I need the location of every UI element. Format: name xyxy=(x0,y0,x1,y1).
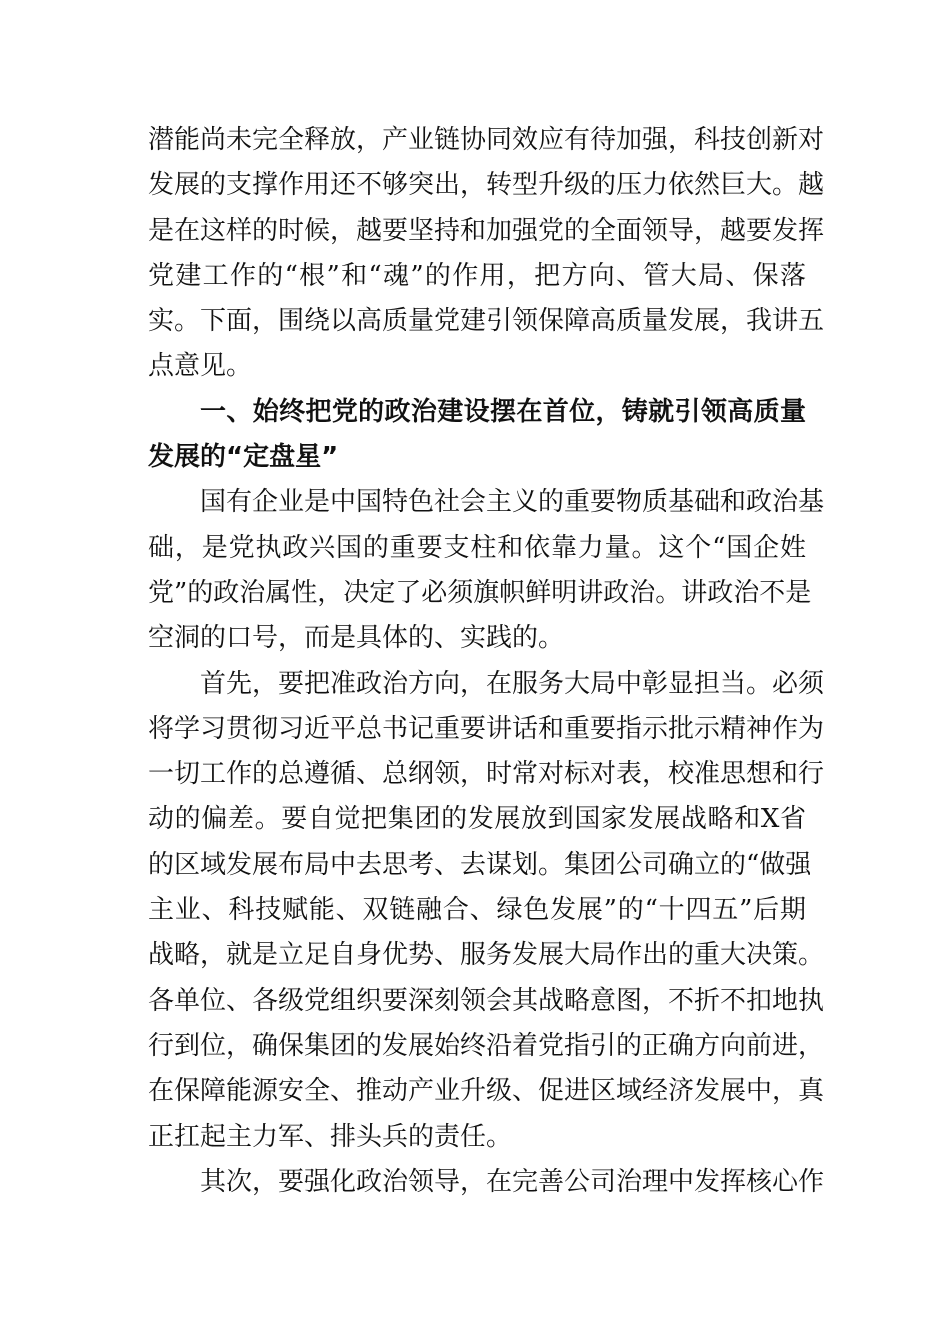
text-line: 其次，要强化政治领导，在完善公司治理中发挥核心作 xyxy=(200,1166,825,1197)
text-line: 主业、科技赋能、双链融合、绿色发展”的“十四五”后期 xyxy=(148,895,806,926)
text-line: 正扛起主力军、排头兵的责任。 xyxy=(148,1121,513,1152)
text-line: 点意见。 xyxy=(148,351,253,382)
text-line: 行到位，确保集团的发展始终沿着党指引的正确方向前进， xyxy=(148,1030,825,1061)
text-line: 的区域发展布局中去思考、去谋划。集团公司确立的“做强 xyxy=(148,849,812,880)
paragraph xyxy=(148,662,825,1160)
text-line: 一、始终把党的政治建设摆在首位，铸就引领高质量 xyxy=(200,396,806,427)
text-line: 党建工作的“根”和“魂”的作用，把方向、管大局、保落 xyxy=(148,260,806,291)
text-line: 首先，要把准政治方向，在服务大局中彰显担当。必须 xyxy=(200,668,825,699)
text-line: 是在这样的时候，越要坚持和加强党的全面领导，越要发挥 xyxy=(148,215,825,246)
text-line: 实。下面，围绕以高质量党建引领保障高质量发展，我讲五 xyxy=(148,306,825,337)
paragraph xyxy=(148,1160,825,1205)
text-line: 将学习贯彻习近平总书记重要讲话和重要指示批示精神作为 xyxy=(148,713,825,744)
text-line: 空洞的口号，而是具体的、实践的。 xyxy=(148,623,565,654)
text-line: 动的偏差。要自觉把集团的发展放到国家发展战略和X省 xyxy=(148,804,806,835)
text-line: 发展的支撑作用还不够突出，转型升级的压力依然巨大。越 xyxy=(148,170,825,201)
text-line: 一切工作的总遵循、总纲领，时常对标对表，校准思想和行 xyxy=(148,759,825,790)
text-line: 发展的“定盘星” xyxy=(148,442,339,473)
document-body xyxy=(148,118,825,1205)
text-line: 国有企业是中国特色社会主义的重要物质基础和政治基 xyxy=(200,487,825,518)
text-line: 战略，就是立足自身优势、服务发展大局作出的重大决策。 xyxy=(148,940,825,971)
text-line: 础，是党执政兴国的重要支柱和依靠力量。这个“国企姓 xyxy=(148,532,806,563)
section-heading xyxy=(148,390,806,481)
text-line: 在保障能源安全、推动产业升级、促进区域经济发展中，真 xyxy=(148,1076,825,1107)
text-line: 潜能尚未完全释放，产业链协同效应有待加强，科技创新对 xyxy=(148,125,825,155)
paragraph xyxy=(148,480,825,661)
paragraph xyxy=(148,118,825,390)
text-line: 党”的政治属性，决定了必须旗帜鲜明讲政治。讲政治不是 xyxy=(148,577,812,608)
text-line: 各单位、各级党组织要深刻领会其战略意图，不折不扣地执 xyxy=(148,985,825,1016)
